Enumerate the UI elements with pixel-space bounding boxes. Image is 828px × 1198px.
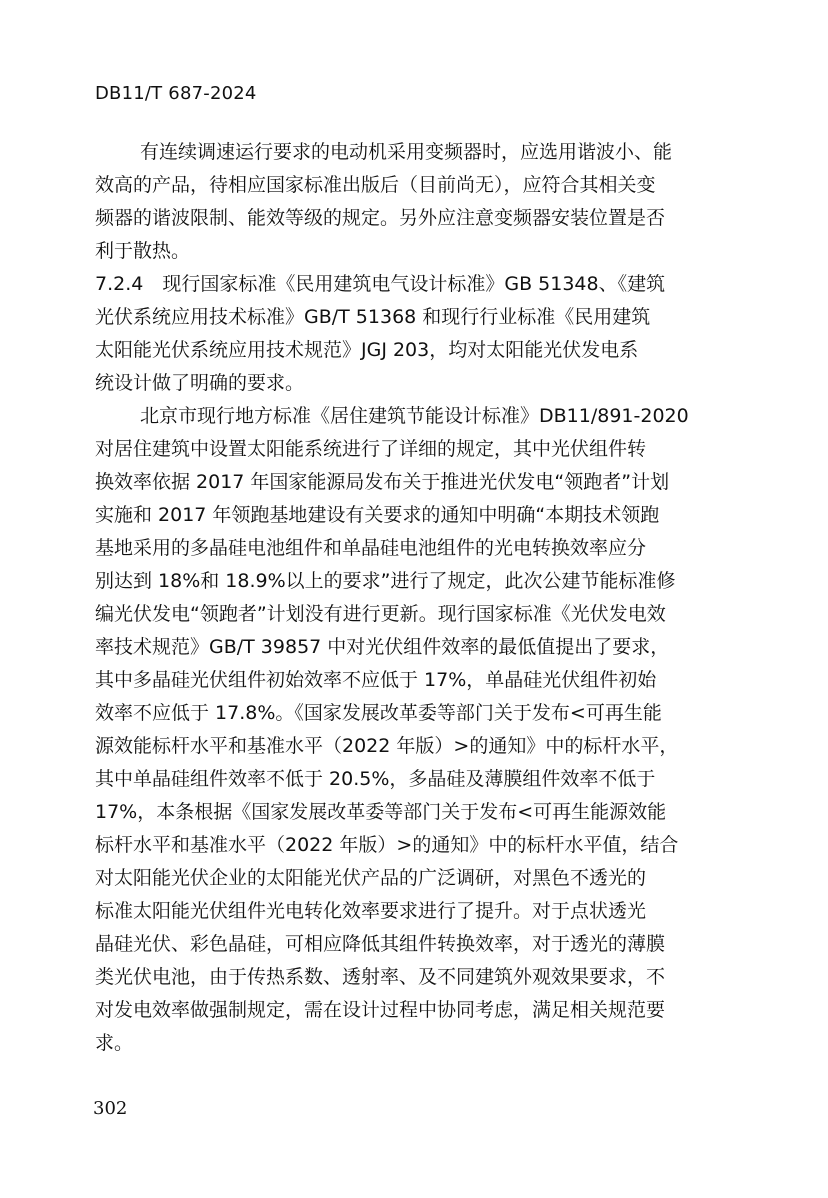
- paragraph-line: 基地采用的多晶硅电池组件和单晶硅电池组件的光电转换效率应分: [95, 537, 647, 559]
- paragraph-line: 北京市现行地方标准《居住建筑节能设计标准》DB11/891-2020: [140, 405, 689, 427]
- paragraph-line: 实施和 2017 年领跑基地建设有关要求的通知中明确“本期技术领跑: [95, 504, 660, 526]
- paragraph-line: 其中多晶硅光伏组件初始效率不应低于 17%，单晶硅光伏组件初始: [95, 669, 657, 691]
- section-heading-line: 7.2.4 现行国家标准《民用建筑电气设计标准》GB 51348、《建筑: [95, 273, 666, 295]
- paragraph-line: 效高的产品，待相应国家标准出版后（目前尚无），应符合其相关变: [95, 174, 656, 196]
- paragraph-line: 标杆水平和基准水平（2022 年版）>的通知》中的标杆水平值，结合: [95, 834, 679, 856]
- paragraph-line: 频器的谐波限制、能效等级的规定。另外应注意变频器安装位置是否: [95, 207, 666, 229]
- paragraph-line: 效率不应低于 17.8%。《国家发展改革委等部门关于发布<可再生能: [95, 702, 662, 724]
- paragraph-line: 对发电效率做强制规定，需在设计过程中协同考虑，满足相关规范要: [95, 999, 666, 1021]
- paragraph-line: 其中单晶硅组件效率不低于 20.5%，多晶硅及薄膜组件效率不低于: [95, 768, 656, 790]
- paragraph-line: 利于散热。: [95, 240, 191, 262]
- paragraph-line: 光伏系统应用技术标准》GB/T 51368 和现行行业标准《民用建筑: [95, 306, 651, 328]
- page-number: 302: [93, 1098, 128, 1119]
- paragraph-line: 17%，本条根据《国家发展改革委等部门关于发布<可再生能源效能: [95, 801, 667, 823]
- paragraph-line: 源效能标杆水平和基准水平（2022 年版）>的通知》中的标杆水平，: [95, 735, 679, 757]
- paragraph-line: 对太阳能光伏企业的太阳能光伏产品的广泛调研，对黑色不透光的: [95, 867, 647, 889]
- paragraph-line: 编光伏发电“领跑者”计划没有进行更新。现行国家标准《光伏发电效: [95, 603, 666, 625]
- paragraph-line: 求。: [95, 1032, 134, 1054]
- paragraph-line: 有连续调速运行要求的电动机采用变频器时，应选用谐波小、能: [140, 141, 673, 163]
- paragraph-line: 别达到 18%和 18.9%以上的要求”进行了规定，此次公建节能标准修: [95, 570, 676, 592]
- body-text: [95, 136, 737, 1060]
- paragraph-line: 率技术规范》GB/T 39857 中对光伏组件效率的最低值提出了要求，: [95, 636, 670, 658]
- document-code: DB11/T 687-2024: [95, 83, 257, 104]
- paragraph-line: 晶硅光伏、彩色晶硅，可相应降低其组件转换效率，对于透光的薄膜: [95, 933, 666, 955]
- paragraph-line: 换效率依据 2017 年国家能源局发布关于推进光伏发电“领跑者”计划: [95, 471, 670, 493]
- paragraph-line: 统设计做了明确的要求。: [95, 372, 305, 394]
- paragraph-line: 太阳能光伏系统应用技术规范》JGJ 203，均对太阳能光伏发电系: [95, 339, 639, 361]
- paragraph-line: 类光伏电池，由于传热系数、透射率、及不同建筑外观效果要求，不: [95, 966, 666, 988]
- paragraph-line: 对居住建筑中设置太阳能系统进行了详细的规定，其中光伏组件转: [95, 438, 647, 460]
- paragraph-line: 标准太阳能光伏组件光电转化效率要求进行了提升。对于点状透光: [95, 900, 647, 922]
